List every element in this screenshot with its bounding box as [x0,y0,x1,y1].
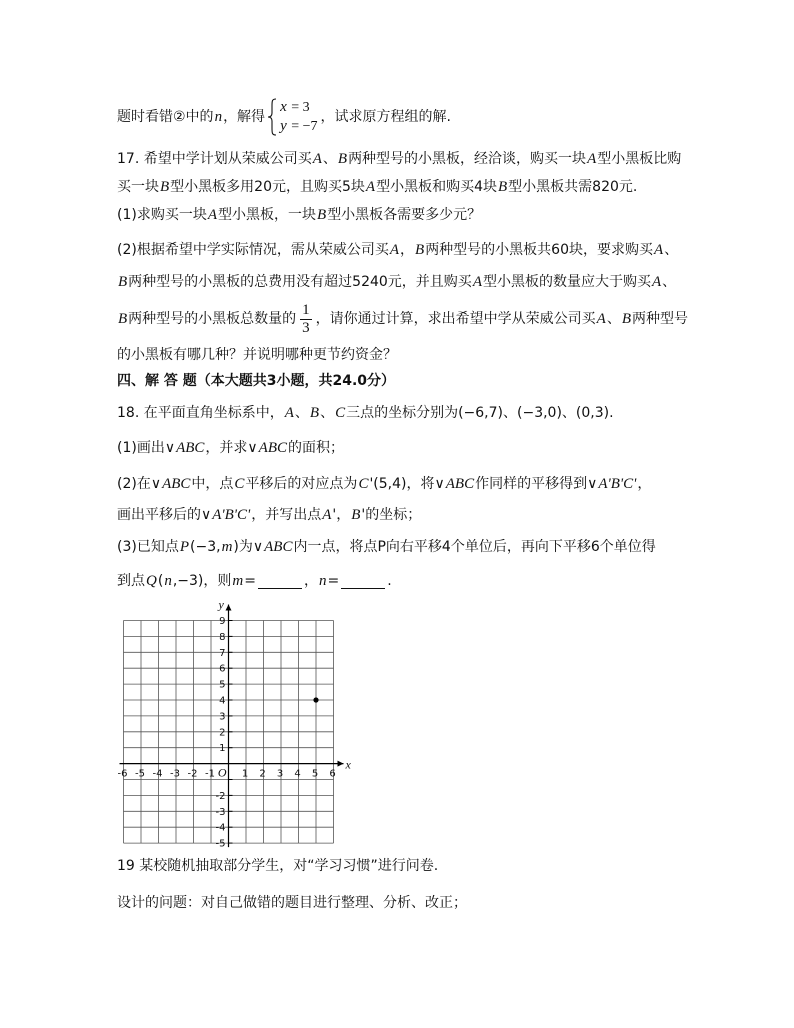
x-tick-label: 6 [329,768,336,780]
math-variable: B [118,311,128,327]
text-run: (3)已知点 [117,539,179,555]
text-run: (−3, [190,539,221,555]
text-run: ， [400,242,415,258]
text-run: )为∨ [233,539,264,555]
text-run: ，请你通过计算，求出希望中学从荣威公司买 [315,311,596,327]
y-tick-label: -3 [215,806,226,818]
math-variable: ABC [176,440,205,456]
q19-line-2 [117,891,467,915]
equation-system [267,98,317,136]
math-variable: C [335,405,346,421]
text-run: 画出平移后的∨ [117,507,212,523]
q17-part-2 [117,238,678,262]
x-tick-label: -3 [170,768,180,780]
text-run: 型小黑板各需要多少元？ [327,207,482,223]
math-variable: B [118,274,128,290]
math-variable: B [621,311,632,327]
fraction [300,302,312,337]
text-run: ,−3)，则 [172,573,232,589]
text-run: = 3 [287,100,310,115]
q17-line-1 [117,147,681,171]
text-run: 17. 希望中学计划从荣威公司买 [117,151,312,167]
text-run: ，解得 [223,109,266,125]
text-run: 到点 [117,573,145,589]
y-tick-label: 7 [219,647,226,659]
q18-part-1 [117,436,344,460]
text-run: 型小黑板共需820元. [508,179,638,195]
fraction-denominator: 3 [302,319,310,336]
math-variable: ABC [445,476,475,492]
text-run: 、 [606,311,621,327]
q17-line-2 [117,175,637,199]
text-run: 题时看错②中的 [117,109,214,125]
text-run: 平移后的对应点为 [245,476,358,492]
math-variable: B [337,151,348,167]
y-axis-label: y [218,597,224,612]
x-tick-label: 5 [311,768,319,780]
q17-part-2-cont [117,270,676,294]
equation-row [279,98,317,117]
math-variable: B [317,207,327,223]
text-run: 型小黑板的数量应大于购买 [482,274,651,290]
plotted-point [313,697,318,702]
x-axis-label: x [345,757,351,772]
math-variable: C [358,476,369,492]
math-variable: A [322,507,332,523]
x-tick-label: -4 [152,768,163,780]
math-variable: P [179,539,190,555]
math-variable: B [415,242,425,258]
text-run: 型小黑板和购买4块 [376,179,497,195]
answer-blank [258,574,302,589]
text-run: 买一块 [117,179,159,195]
q17-part-2-fraction-line [117,298,688,340]
text-run: 19 某校随机抽取部分学生，对“学习习惯”进行问卷. [117,858,439,874]
q18-part-3-cont [117,569,392,593]
text-run: 、 [320,405,335,421]
text-run: 内一点，将点P向右平移4个单位后，再向下平移6个单位得 [293,539,656,555]
math-variable: B [351,507,361,523]
text-run: 中，点 [191,476,234,492]
math-variable: A [654,242,664,258]
text-run: (2)在∨ [117,476,162,492]
text-run: 三点的坐标分别为(−6,7)、(−3,0)、(0,3). [346,405,614,421]
origin-label: O [217,765,227,780]
q18-part-2-cont [117,503,421,527]
x-tick-label: -2 [187,768,198,780]
x-tick-label: -6 [117,768,128,780]
text-run: 型小黑板，一块 [218,207,317,223]
math-variable: y [280,118,287,134]
y-tick-label: -5 [215,838,226,850]
text-run: 的小黑板有哪几种？并说明哪种更节约资金？ [117,347,397,363]
math-variable: A [312,151,322,167]
text-run: ，并写出点 [251,507,322,523]
text-run: ，试求原方程组的解. [320,109,451,125]
text-run: 18. 在平面直角坐标系中， [117,405,284,421]
text-run: 型小黑板多用20元，且购买5块 [170,179,365,195]
text-run: 设计的问题：对自己做错的题目进行整理、分析、改正； [117,895,467,911]
text-run: 两种型号 [632,311,689,327]
text-run: = −7 [287,119,318,134]
math-variable: B [160,179,170,195]
math-variable: ABC [258,440,288,456]
math-variable: C [234,476,245,492]
text-run: '， [332,507,351,523]
text-run: 、 [664,242,679,258]
math-variable: A [587,151,597,167]
text-run: = [244,573,256,589]
text-run: . [387,573,392,589]
text-run: (2)根据希望中学实际情况，需从荣威公司买 [117,242,389,258]
text-run: 两种型号的小黑板总数量的 [128,311,297,327]
x-axis-arrow [338,761,344,767]
y-tick-label: 8 [219,631,226,643]
y-tick-label: -4 [215,822,226,834]
y-tick-label: 6 [219,663,226,675]
math-variable: A [651,274,662,290]
text-run: 、 [662,274,677,290]
text-run: (1)求购买一块 [117,207,207,223]
text-run: 两种型号的小黑板共60块，要求购买 [425,242,654,258]
q19-line-1 [117,854,438,878]
math-variable: A'B'C' [598,476,637,492]
math-variable: Q [146,573,157,589]
text-run: 型小黑板比购 [597,151,682,167]
text-run: 两种型号的小黑板的总费用没有超过5240元，并且购买 [128,274,472,290]
text-run: ( [157,573,164,589]
text-run: ， [637,476,652,492]
y-tick-label: 1 [219,743,226,755]
math-variable: n [318,573,327,589]
math-variable: A'B'C' [212,507,251,523]
math-variable: A [596,311,606,327]
x-tick-label: -5 [135,768,145,780]
math-variable: A [472,274,482,290]
y-tick-label: 9 [219,616,226,627]
y-tick-label: 5 [219,679,226,691]
math-variable: A [365,179,376,195]
text-run: = [327,573,340,589]
text-run: '的坐标； [361,507,422,523]
x-tick-label: 4 [294,768,301,780]
math-variable: A [389,242,400,258]
math-variable: x [280,99,287,115]
q18-line-1 [117,401,614,425]
section-heading: 四、解 答 题（本大题共3小题，共24.0分） [117,373,396,389]
q17-part-2-end [117,343,397,367]
math-variable: ABC [264,539,293,555]
y-tick-label: 2 [219,727,226,739]
y-tick-label: 3 [219,711,226,723]
text-run: ，并求∨ [205,440,258,456]
fraction-numerator: 1 [302,301,310,318]
x-tick-label: 1 [241,768,249,780]
y-tick-label: 4 [219,695,226,707]
text-run: '(5,4)，将∨ [369,476,445,492]
math-variable: A [284,405,294,421]
equation-row [279,117,317,136]
left-brace [267,98,277,136]
text-run: 、 [294,405,309,421]
x-tick-label: 2 [259,768,266,780]
coordinate-grid [105,595,355,855]
q17-part-1 [117,203,481,227]
equation-rows [279,98,317,136]
math-variable: B [309,405,320,421]
x-tick-label: 3 [276,768,284,780]
math-variable: B [498,179,508,195]
q18-part-2 [117,472,651,496]
y-axis-arrow [226,605,232,611]
q18-part-3 [117,535,656,559]
math-variable: m [221,539,233,555]
math-variable: n [164,573,172,589]
text-run: 的面积； [288,440,345,456]
math-variable: ABC [162,476,191,492]
y-tick-label: -2 [215,790,226,802]
x-tick-label: -1 [205,768,215,780]
text-run: (1)画出∨ [117,440,176,456]
math-variable: A [207,207,218,223]
text-run: 两种型号的小黑板，经洽谈，购买一块 [348,151,587,167]
text-run: 、 [322,151,337,167]
answer-blank [341,574,385,589]
text-run: ， [303,573,318,589]
text-run: 作同样的平移得到∨ [475,476,598,492]
intro-line [117,96,451,138]
math-variable: n [214,109,223,125]
math-variable: m [232,573,244,589]
